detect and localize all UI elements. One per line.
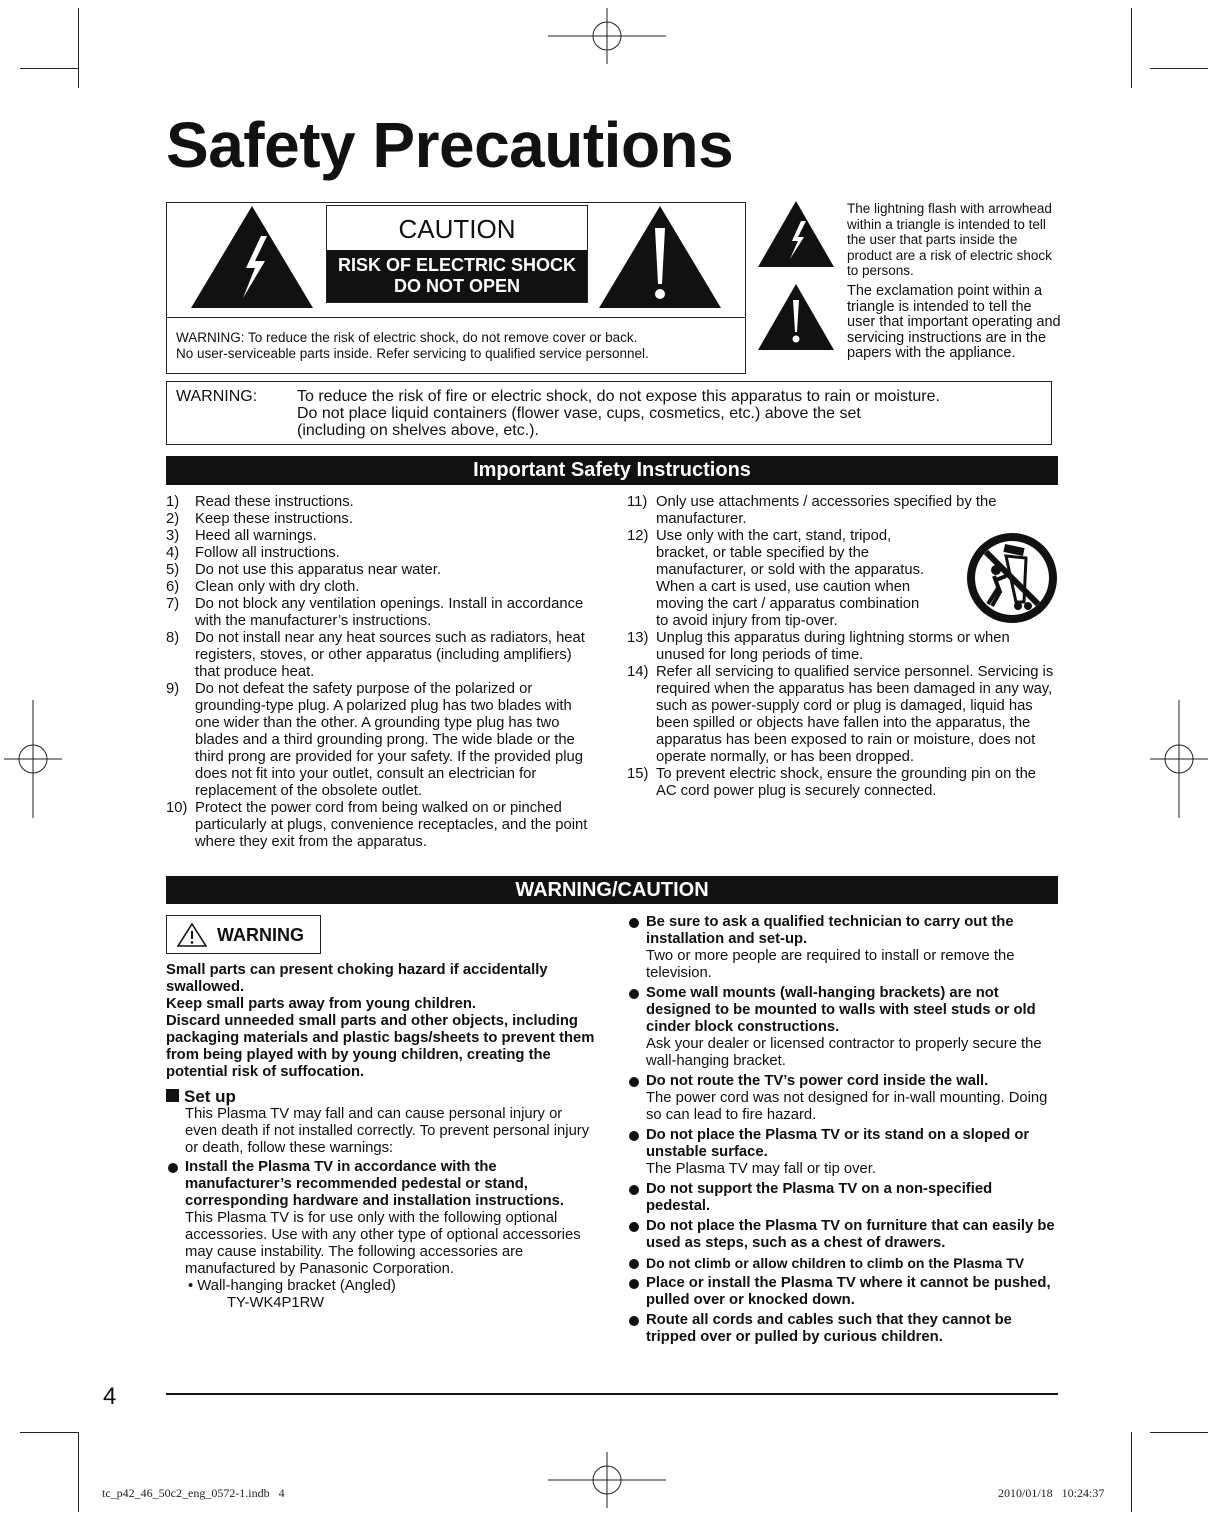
bullet-icon — [168, 1163, 178, 1173]
lightning-triangle-icon — [191, 206, 313, 308]
bullet-icon — [629, 1316, 639, 1326]
list-item: 4) Follow all instructions. — [166, 545, 340, 561]
warning-box — [166, 381, 1052, 445]
list-item: 6) Clean only with dry cloth. — [166, 579, 360, 595]
list-item: Install the Plasma TV in accordance with the manufacturer’s recommended pedestal or stand, corresponding hardware and installation instructions. This Plasma TV is for use only with the following optional accessories. Use with any other type of optional accessories may cause instability. The following accessories are manufactured by Panasonic Corporation. • Wall-hanging bracket (Angled) TY-WK4P1RW — [166, 1159, 596, 1312]
page-number: 4 — [103, 1383, 117, 1410]
registration-mark-right — [1150, 700, 1208, 818]
warning-badge-label: WARNING — [217, 925, 304, 945]
list-item: 2) Keep these instructions. — [166, 511, 353, 527]
caution-panel — [326, 205, 588, 303]
exclamation-note: The exclamation point within a triangle is intended to tell the user that important operating and servicing instructions are in the papers with the appliance. — [847, 283, 1061, 361]
warning-label: WARNING: — [176, 388, 258, 405]
warning-text: To reduce the risk of fire or electric shock, do not expose this apparatus to rain or moisture. Do not place liquid containers (flower vase, cups, cosmetics, etc.) above the set (including on shelves above, etc.). — [297, 388, 940, 439]
choking-warning: Small parts can present choking hazard if accidentally swallowed. — [166, 962, 548, 995]
list-item: 5) Do not use this apparatus near water. — [166, 562, 441, 578]
keep-away: Keep small parts away from young children. — [166, 996, 476, 1012]
bullet-icon — [629, 1185, 639, 1195]
bullet-icon — [629, 989, 639, 999]
exclamation-symbol-icon — [758, 284, 834, 350]
setup-text: This Plasma TV may fall and can cause personal injury or even death if not installed correctly. To prevent personal injury or death, follow these warnings: — [185, 1106, 590, 1156]
list-item: 10) Protect the power cord from being walked on or pinched particularly at plugs, convenience receptacles, and the point where they exit from the apparatus. — [166, 800, 588, 850]
list-item: Do not route the TV’s power cord inside the wall. The power cord was not designed for in-wall mounting. Doing so can lead to fire hazard. — [627, 1073, 1059, 1124]
list-item: Place or install the Plasma TV where it cannot be pushed, pulled over or knocked down. — [627, 1275, 1059, 1309]
footer-timestamp: 2010/01/18 10:24:37 — [998, 1486, 1105, 1500]
footer-file: tc_p42_46_50c2_eng_0572-1.indb 4 — [102, 1486, 285, 1500]
list-item: 11) Only use attachments / accessories specified by the manufacturer. — [627, 494, 997, 527]
list-item: 8) Do not install near any heat sources such as radiators, heat registers, stoves, or other apparatus (including amplifiers) that produce heat. — [166, 630, 585, 680]
bullet-icon — [629, 1259, 639, 1269]
bullet-icon — [629, 1131, 639, 1141]
list-item: Some wall mounts (wall-hanging brackets) are not designed to be mounted to walls with steel studs or old cinder block constructions. Ask your dealer or licensed contractor to properly secure the wall-hanging bracket. — [627, 985, 1059, 1070]
list-item: 12) Use only with the cart, stand, tripod, bracket, or table specified by the manufacturer, or sold with the apparatus. When a cart is used, use caution when moving the cart / apparatus combination to avoid injury from tip-over. — [627, 528, 925, 629]
registration-mark-bottom — [548, 1452, 666, 1508]
registration-mark-left — [4, 700, 62, 818]
bullet-icon — [629, 1279, 639, 1289]
discard-warning: Discard unneeded small parts and other objects, including packaging materials and plastic bags/sheets to prevent them from being played with by young children, creating the potential risk of suffocation. — [166, 1013, 595, 1080]
list-item: Do not place the Plasma TV or its stand on a sloped or unstable surface. The Plasma TV may fall or tip over. — [627, 1127, 1059, 1178]
list-item: 7) Do not block any ventilation openings. Install in accordance with the manufacturer’s instructions. — [166, 596, 584, 629]
list-item: Do not climb or allow children to climb on the Plasma TV — [627, 1255, 1059, 1272]
list-item: Route all cords and cables such that they cannot be tripped over or pulled by curious children. — [627, 1312, 1059, 1346]
page-title: Safety Precautions — [166, 109, 734, 181]
caution-box-warning: WARNING: To reduce the risk of electric shock, do not remove cover or back. No user-serviceable parts inside. Refer servicing to qualified service personnel. — [176, 330, 649, 361]
square-bullet-icon — [166, 1089, 179, 1102]
list-item: 15) To prevent electric shock, ensure the grounding pin on the AC cord power plug is securely connected. — [627, 766, 1037, 799]
cart-tipover-icon — [966, 532, 1058, 624]
list-item: 9) Do not defeat the safety purpose of the polarized or grounding-type plug. A polarized plug has two blades with one wider than the other. A grounding type plug has two blades and a third grounding prong. The wide blade or the third prong are provided for your safety. If the provided plug does not fit into your outlet, consult an electrician for replacement of the obsolete outlet. — [166, 681, 583, 799]
instructions-left — [166, 494, 598, 851]
footer-rule — [166, 1393, 1058, 1395]
bullet-icon — [629, 1077, 639, 1087]
bullet-icon — [629, 918, 639, 928]
important-heading: Important Safety Instructions — [166, 456, 1058, 485]
caution-label: CAUTION — [398, 214, 516, 244]
list-item: Be sure to ask a qualified technician to carry out the installation and set-up. Two or more people are required to install or remove the television. — [627, 914, 1059, 982]
lightning-note: The lightning flash with arrowhead within a triangle is intended to tell the user that parts inside the product are a risk of electric shock to persons. — [847, 201, 1052, 278]
warning-caution-heading: WARNING/CAUTION — [166, 876, 1058, 904]
list-item: Do not place the Plasma TV on furniture that can easily be used as steps, such as a chest of drawers. — [627, 1218, 1059, 1252]
warning-triangle-icon — [177, 923, 207, 947]
bullet-icon — [629, 1222, 639, 1232]
setup-heading: Set up — [166, 1088, 596, 1106]
lightning-symbol-icon — [758, 201, 834, 267]
registration-mark-top — [548, 8, 666, 64]
risk-label: RISK OF ELECTRIC SHOCK DO NOT OPEN — [327, 250, 587, 302]
warning-badge — [166, 915, 321, 954]
list-item: 13) Unplug this apparatus during lightning storms or when unused for long periods of time. — [627, 630, 1010, 663]
list-item: Do not support the Plasma TV on a non-specified pedestal. — [627, 1181, 1059, 1215]
exclamation-triangle-icon — [599, 206, 721, 308]
left-column — [166, 962, 596, 1315]
list-item: 14) Refer all servicing to qualified service personnel. Servicing is required when the apparatus has been damaged in any way, such as power-supply cord or plug is damaged, liquid has been spilled or objects have fallen into the apparatus, the apparatus has been exposed to rain or moisture, does not operate normally, or has been dropped. — [627, 664, 1054, 765]
list-item: 1) Read these instructions. — [166, 494, 354, 510]
list-item: 3) Heed all warnings. — [166, 528, 317, 544]
right-column — [627, 914, 1059, 1349]
